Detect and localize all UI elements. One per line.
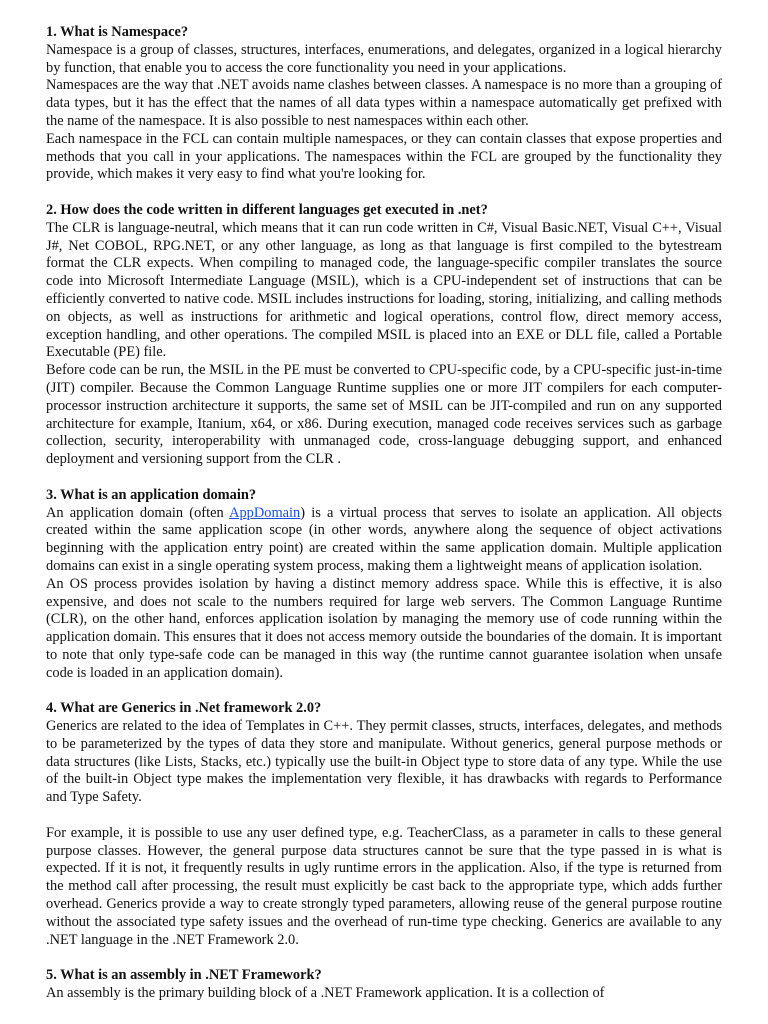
section-namespace bbox=[46, 24, 722, 184]
paragraph: An assembly is the primary building block of a .NET Framework application. It is a collection of bbox=[46, 985, 605, 1002]
paragraph-text: An application domain (often bbox=[46, 504, 230, 521]
paragraph: Generics are related to the idea of Templates in C++. They permit classes, structs, interfaces, delegates, and methods to be parameterized by the types of data they store and manipulate. Without generics, general purpose methods or data structures (like Lists, Stacks, etc.) typically use the built-in Object type to store data of any type. While the use of the built-in Object type makes the implementation very flexible, it has drawbacks with regards to Performance and Type Safety. bbox=[46, 718, 722, 806]
paragraph: An OS process provides isolation by having a distinct memory address space. While this is effective, it is also expensive, and does not scale to the numbers required for large web servers. The Common Language Runtime (CLR), on the other hand, enforces application isolation by managing the memory use of code running within the application domain. This ensures that it does not access memory outside the boundaries of the domain. It is important to note that only type-safe code can be managed in this way (the runtime cannot guarantee isolation when unsafe code is loaded in an application domain). bbox=[46, 575, 722, 681]
section-title: 5. What is an assembly in .NET Framework? bbox=[46, 967, 322, 984]
appdomain-link[interactable]: AppDomain bbox=[229, 504, 301, 521]
paragraph: Namespace is a group of classes, structures, interfaces, enumerations, and delegates, organized in a logical hierarchy by function, that enable you to access the core functionality you need in your applications. bbox=[46, 41, 722, 76]
section-generics bbox=[46, 700, 722, 949]
section-title: 4. What are Generics in .Net framework 2.0? bbox=[46, 700, 322, 717]
paragraph: Namespaces are the way that .NET avoids name clashes between classes. A namespace is no more than a grouping of data types, but it has the effect that the names of all data types within a namespace automatically get prefixed with the name of the namespace. It is also possible to nest namespaces within each other. bbox=[46, 77, 722, 129]
section-assembly bbox=[46, 967, 722, 1003]
paragraph-spacer bbox=[46, 807, 722, 825]
paragraph: The CLR is language-neutral, which means that it can run code written in C#, Visual Basic.NET, Visual C++, Visual J#, Net COBOL, RPG.NET, or any other language, as long as that language is first compiled to the bytestream format the CLR expects. When compiling to managed code, the language-specific compiler translates the source code into Microsoft Intermediate Language (MSIL), which is a CPU-independent set of instructions that can be efficiently converted to native code. MSIL includes instructions for loading, storing, initializing, and calling methods on objects, as well as instructions for arithmetic and logical operations, control flow, direct memory access, exception handling, and other operations. The compiled MSIL is placed into an EXE or DLL file, called a Portable Executable (PE) file. bbox=[46, 219, 722, 361]
document-page bbox=[46, 24, 722, 1021]
paragraph bbox=[46, 505, 722, 576]
section-application-domain bbox=[46, 487, 722, 683]
paragraph: Each namespace in the FCL can contain multiple namespaces, or they can contain classes that expose properties and methods that you call in your applications. The namespaces within the FCL are grouped by the functionality they provide, which makes it very easy to find what you're looking for. bbox=[46, 130, 722, 183]
section-code-execution bbox=[46, 202, 722, 469]
paragraph-text: ) is a virtual process that serves to isolate an application. All objects created within the same application scope (in other words, anywhere along the sequence of object activations beginning with the application entry point) are created within the same application domain. Multiple application domains can exist in a single operating system process, making them a lightweight means of application isolation. bbox=[46, 504, 722, 574]
paragraph: Before code can be run, the MSIL in the PE must be converted to CPU-specific code, by a CPU-specific just-in-time (JIT) compiler. Because the Common Language Runtime supplies one or more JIT compilers for each computer-processor instruction architecture it supports, the same set of MSIL can be JIT-compiled and run on any supported architecture for example, Itanium, x64, or x86. During execution, managed code receives services such as garbage collection, security, interoperability with unmanaged code, cross-language debugging support, and enhanced deployment and versioning support from the CLR . bbox=[46, 362, 722, 468]
paragraph: For example, it is possible to use any user defined type, e.g. TeacherClass, as a parameter in calls to these general purpose classes. However, the general purpose data structures cannot be sure that the type passed in is what is expected. If it is not, it frequently results in ugly runtime errors in the application. Also, if the type is returned from the method call after processing, the result must explicitly be cast back to the appropriate type, which adds further overhead. Generics provide a way to create strongly typed parameters, allowing reuse of the general purpose routine without the associated type safety issues and the overhead of run-time type checking. Generics are available to any .NET language in the .NET Framework 2.0. bbox=[46, 824, 722, 948]
section-title: 1. What is Namespace? bbox=[46, 24, 189, 40]
section-title: 3. What is an application domain? bbox=[46, 486, 257, 503]
section-title: 2. How does the code written in different languages get executed in .net? bbox=[46, 201, 488, 218]
